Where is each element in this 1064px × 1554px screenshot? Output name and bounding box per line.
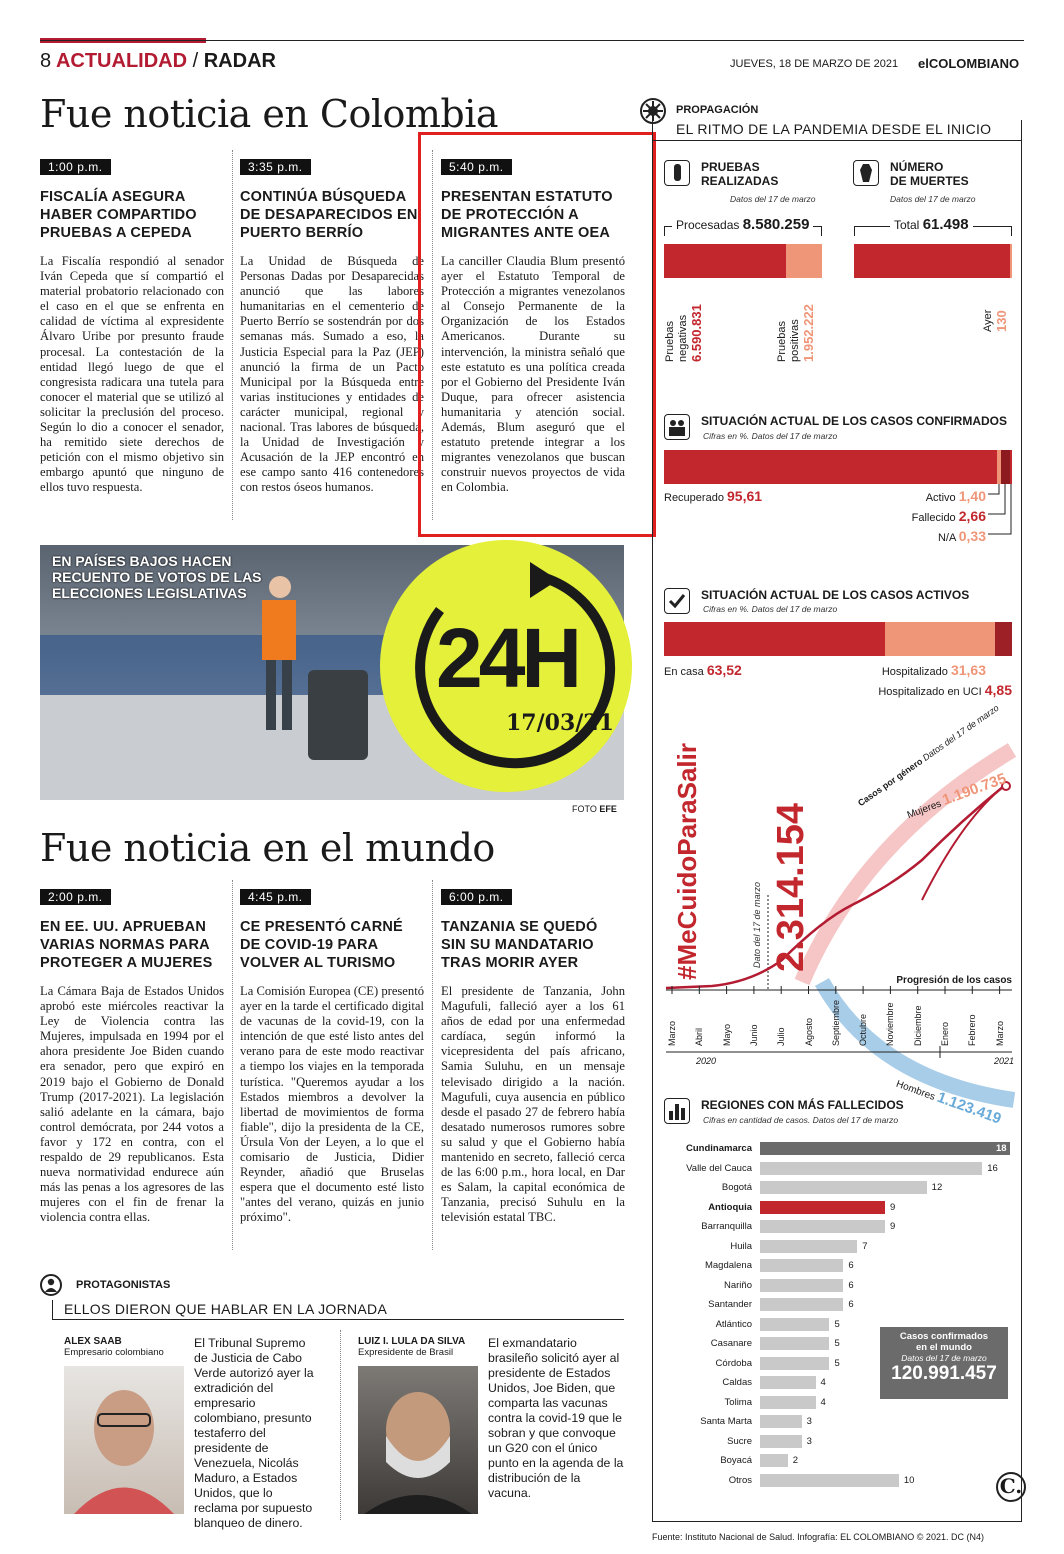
region-label: Caldas bbox=[722, 1377, 752, 1388]
brand-logo: elCOLOMBIANO bbox=[918, 56, 1020, 71]
bar-chart-icon bbox=[664, 1098, 690, 1124]
region-bar bbox=[760, 1435, 802, 1448]
hospitalizado-bar bbox=[885, 622, 995, 656]
muertes-title-2: DE MUERTES bbox=[890, 174, 969, 188]
protagonistas-rule bbox=[52, 1300, 624, 1320]
source-note: Fuente: Instituto Nacional de Salud. Infografía: EL COLOMBIANO © 2021. DC (N4) bbox=[652, 1532, 984, 1542]
hospitalizado-label: Hospitalizado bbox=[881, 666, 948, 678]
region-bar bbox=[760, 1240, 857, 1253]
region-label: Tolima bbox=[724, 1396, 752, 1408]
region-label: Boyacá bbox=[720, 1455, 752, 1466]
en-casa-bar bbox=[664, 622, 885, 656]
total-date: Dato del 17 de marzo bbox=[752, 881, 762, 968]
total-cases-value: 2.314.154 bbox=[770, 802, 812, 972]
uci-legend bbox=[816, 682, 1012, 698]
hashtag: #MeCuidoParaSalir bbox=[672, 743, 702, 980]
story-body: La Comisión Europea (CE) presentó ayer en la tarde el certificado digital de vacunas de la covid-19, con la intención de que esté listo antes del verano para de este modo reactivar a tiempo los viajes en la temporada turística. "Queremos ayudar a los Estados miembros a devolver la libertad de movimientos de forma fiable", dijo la presidenta de la CE, Úrsula Von der Leyen, a lo que el comisario de Justicia, Didier Reynder, añadió que Bruselas espera que el documento esté listo "antes del verano, quizás en junio próximo". bbox=[240, 984, 424, 1225]
region-label: Casanare bbox=[710, 1338, 752, 1349]
story-time: 5:40 p.m. bbox=[441, 159, 512, 175]
people-icon bbox=[664, 414, 690, 440]
region-value: 10 bbox=[903, 1474, 915, 1486]
story-headline: TANZANIA SE QUEDÓ SIN SU MANDATARIO TRAS MORIR AYER bbox=[441, 919, 598, 971]
region-value: 2 bbox=[792, 1455, 799, 1466]
story-time: 6:00 p.m. bbox=[441, 889, 512, 905]
fallecido-legend bbox=[900, 508, 986, 524]
year-2021: 2021 bbox=[994, 1056, 1015, 1066]
world-box-title-1: Casos confirmados bbox=[899, 1331, 989, 1342]
en-casa-legend bbox=[664, 662, 742, 678]
pruebas-title-2: REALIZADAS bbox=[701, 174, 779, 188]
neg-label-block bbox=[664, 292, 734, 370]
processed-value: 8.580.259 bbox=[742, 216, 810, 233]
infographic-rule bbox=[652, 140, 1022, 141]
region-bar bbox=[760, 1474, 899, 1487]
region-value: 6 bbox=[848, 1260, 854, 1271]
column-divider bbox=[232, 880, 233, 1250]
uci-bar bbox=[995, 622, 1012, 656]
muertes-title-1: NÚMERO bbox=[890, 160, 944, 174]
total-label: Total bbox=[894, 218, 920, 232]
world-cases-box bbox=[880, 1327, 1008, 1399]
subsection-name: RADAR bbox=[203, 50, 276, 72]
region-label: Bogotá bbox=[721, 1182, 752, 1193]
pruebas-date: Datos del 17 de marzo bbox=[730, 194, 816, 204]
region-bar bbox=[760, 1162, 982, 1175]
region-value: 4 bbox=[820, 1396, 826, 1408]
fallecido-value: 2,66 bbox=[958, 508, 986, 524]
story-body: La Unidad de Búsqueda de Personas Dadas por Desaparecidas anunció que las labores humanitarias en el cementerio de Puerto Berrío se sostendrán por dos semanas más. Sumado a eso, la Justicia Especial para la Paz (JEP) anunció la firma de un Pacto Municipal por la Búsqueda entre varias instituciones y entidades de carácter municipal, regional y nacional. Tras labores de búsqueda, la Unidad de Investigación y Acusación de la JEP encontró en ese campo santo 416 contenedores con restos óseos humanos. bbox=[240, 254, 424, 495]
region-bar bbox=[760, 1201, 885, 1214]
region-value: 9 bbox=[890, 1221, 896, 1232]
region-value: 18 bbox=[996, 1143, 1007, 1154]
region-bar bbox=[760, 1181, 927, 1194]
column-divider bbox=[340, 1330, 341, 1520]
processed-label: Procesadas bbox=[676, 218, 740, 232]
pruebas-title-1: PRUEBAS bbox=[701, 160, 760, 174]
activos-sub: Cifras en %. Datos del 17 de marzo bbox=[703, 604, 838, 614]
fallecido-bar bbox=[1001, 450, 1010, 484]
confirmados-sub: Cifras en %. Datos del 17 de marzo bbox=[703, 431, 838, 441]
region-label: Santa Marta bbox=[700, 1416, 752, 1427]
photo-credit-source: EFE bbox=[599, 804, 617, 814]
region-value: 12 bbox=[931, 1182, 943, 1193]
ayer-value: 130 bbox=[994, 310, 1009, 332]
ayer-label: Ayer bbox=[982, 309, 994, 332]
region-value: 5 bbox=[834, 1357, 840, 1369]
person-icon bbox=[40, 1274, 62, 1296]
region-bar bbox=[760, 1318, 829, 1331]
region-value: 3 bbox=[806, 1435, 812, 1447]
genero-title: Casos por género bbox=[856, 756, 925, 809]
mujeres-value: 1.190.735 bbox=[940, 770, 1009, 809]
checklist-icon bbox=[664, 588, 690, 614]
24h-date: 17/03/21 bbox=[506, 710, 614, 736]
hospitalizado-legend bbox=[846, 662, 986, 678]
hospitalizado-value: 31,63 bbox=[950, 662, 986, 678]
photo-credit-prefix: FOTO bbox=[572, 804, 597, 814]
pruebas-title bbox=[701, 160, 778, 188]
fallecido-label: Fallecido bbox=[911, 512, 956, 524]
activo-value: 1,40 bbox=[958, 488, 986, 504]
neg-label-1: Pruebas bbox=[664, 321, 676, 362]
region-label: Huila bbox=[730, 1240, 752, 1252]
activos-title: SITUACIÓN ACTUAL DE LOS CASOS ACTIVOS bbox=[701, 588, 970, 602]
na-legend bbox=[900, 528, 986, 544]
region-value: 6 bbox=[848, 1299, 854, 1310]
24h-badge bbox=[380, 540, 632, 792]
region-bar bbox=[760, 1259, 843, 1272]
muertes-title bbox=[890, 160, 969, 188]
region-bar bbox=[760, 1279, 843, 1292]
story-headline: CONTINÚA BÚSQUEDA DE DESAPARECIDOS EN PUERTO BERRÍO bbox=[240, 189, 418, 241]
brand-c-icon: C. bbox=[996, 1472, 1026, 1502]
activo-label: Activo bbox=[925, 492, 956, 504]
protagonist-name: LUIZ I. LULA DA SILVA bbox=[358, 1336, 466, 1347]
region-bar bbox=[760, 1298, 843, 1311]
highlight-box bbox=[418, 132, 656, 537]
pos-value: 1.952.222 bbox=[801, 304, 816, 362]
muertes-total bbox=[890, 216, 973, 233]
story-time: 3:35 p.m. bbox=[240, 159, 311, 175]
region-bar bbox=[760, 1376, 816, 1389]
region-value: 5 bbox=[834, 1338, 840, 1349]
story-body: La Fiscalía respondió al senador Iván Cepeda que sí compartió el material probatorio relacionado con el caso en el que se enfrenta en calidad de víctima al expresidente Álvaro Uribe por presunto fraude procesal. La contestación de la entidad llegó luego de que el congresista radicara una tutela para conocer el material que se utilizó al solicitar la preclusión del proceso. Según lo dio a conocer el senador, ha remitido siete derechos de petición con el mismo objetivo sin embargo apuntó que ninguno de ellos tuvo respuesta. bbox=[40, 254, 224, 495]
protagonist-name: ALEX SAAB bbox=[64, 1336, 122, 1347]
region-value: 3 bbox=[806, 1416, 812, 1427]
hombres-label: Hombres bbox=[894, 1078, 937, 1103]
region-label: Magdalena bbox=[704, 1260, 752, 1271]
region-label: Córdoba bbox=[715, 1357, 752, 1369]
story-headline: EN EE. UU. APRUEBAN VARIAS NORMAS PARA PROTEGER A MUJERES bbox=[40, 919, 213, 971]
muertes-total-bar bbox=[854, 244, 1010, 278]
confirmados-title: SITUACIÓN ACTUAL DE LOS CASOS CONFIRMADOS bbox=[701, 414, 1008, 428]
region-label: Atlántico bbox=[715, 1318, 752, 1330]
story-body: La Cámara Baja de Estados Unidos aprobó este miércoles reactivar la Ley de Violencia contra las Mujeres, impulsada en 1994 por el ahora presidente Joe Biden cuando era senador, pero que expiró en 2019 bajo el Gobierno de Donald Trump (2017-2021). La legislación salió adelante en la cámara, bajo control demócrata, por 244 votos a favor y 172 en contra, con el respaldo de 29 republicanos. Esta nueva normatividad endurece aún más las penas a los agresores de las mujeres con el fin de frenar la violencia contra ellas. bbox=[40, 984, 224, 1225]
region-label: Cundinamarca bbox=[686, 1143, 752, 1154]
en-casa-value: 63,52 bbox=[706, 662, 742, 678]
story-mundo-2 bbox=[240, 888, 424, 1226]
progresion-title: Progresión de los casos bbox=[896, 975, 1012, 986]
region-bar bbox=[760, 1142, 1010, 1155]
uci-value: 4,85 bbox=[984, 682, 1012, 698]
column-divider bbox=[232, 150, 233, 520]
coffin-icon bbox=[853, 160, 879, 186]
genero-date: Datos del 17 de marzo bbox=[920, 702, 1001, 763]
regiones-title: REGIONES CON MÁS FALLECIDOS bbox=[701, 1098, 904, 1112]
muertes-ayer-bar bbox=[1010, 244, 1012, 278]
story-time: 2:00 p.m. bbox=[40, 889, 111, 905]
regiones-sub: Cifras en cantidad de casos. Datos del 17 de marzo bbox=[703, 1115, 899, 1125]
world-box-title-2: en el mundo bbox=[916, 1342, 972, 1353]
region-label: Barranquilla bbox=[701, 1221, 752, 1232]
en-casa-label: En casa bbox=[664, 666, 704, 678]
muertes-date: Datos del 17 de marzo bbox=[890, 194, 976, 204]
story-mundo-3 bbox=[441, 888, 625, 1226]
story-headline: PRESENTAN ESTATUTO DE PROTECCIÓN A MIGRANTES ANTE OEA bbox=[441, 189, 613, 241]
world-box-date: Datos del 17 de marzo bbox=[901, 1353, 987, 1363]
protagonistas-label: PROTAGONISTAS bbox=[76, 1279, 171, 1291]
region-label: Otros bbox=[728, 1474, 752, 1486]
story-headline: CE PRESENTÓ CARNÉ DE COVID-19 PARA VOLVER AL TURISMO bbox=[240, 919, 403, 971]
pos-label-1: Pruebas bbox=[776, 321, 788, 362]
column-divider bbox=[432, 880, 433, 1250]
na-value: 0,33 bbox=[958, 528, 986, 544]
world-box-value: 120.991.457 bbox=[891, 1363, 997, 1384]
protagonist-text-2: El exmandatario brasileño solicitó ayer al presidente de Estados Unidos, Joe Biden, que comparta las vacunas contra la covid-19 que le sobran y que convoque un G20 con el único punto en la agenda de la distribución de la vacuna. bbox=[488, 1336, 624, 1500]
pruebas-negativas-bar bbox=[664, 244, 786, 278]
region-value: 5 bbox=[834, 1318, 840, 1330]
section-name: ACTUALIDAD bbox=[55, 50, 188, 72]
story-colombia-1 bbox=[40, 158, 224, 496]
recuperado-label: Recuperado bbox=[664, 492, 724, 504]
region-value: 6 bbox=[848, 1279, 854, 1291]
story-body: La canciller Claudia Blum presentó ayer el Estatuto Temporal de Protección a migrantes venezolanos al Consejo Permanente de la Organización de los Estados Americanos. Durante su intervención, la ministra señaló que este estatuto es una política creada por el Gobierno del Presidente Iván Duque, para ofrecer asistencia humanitaria y atención social. Además, Blum aseguró que el estatuto pretende integrar a los migrantes venezolanos que buscan construir nuevos proyectos de vida en Colombia. bbox=[441, 254, 625, 495]
region-label: Nariño bbox=[724, 1279, 752, 1291]
protagonist-photo-1 bbox=[64, 1366, 184, 1514]
pos-label-2: positivas bbox=[789, 319, 801, 362]
ayer-label-block bbox=[982, 292, 1016, 332]
recuperado-legend bbox=[664, 488, 762, 504]
pruebas-processed bbox=[672, 216, 813, 233]
na-label: N/A bbox=[937, 532, 956, 544]
protagonist-photo-2 bbox=[358, 1366, 478, 1514]
page-number: 8 bbox=[40, 50, 52, 72]
story-time: 1:00 p.m. bbox=[40, 159, 111, 175]
total-value: 61.498 bbox=[922, 216, 969, 233]
protagonist-text-1: El Tribunal Supremo de Justicia de Cabo Verde autorizó ayer la extradición del empresario colombiano, presunto testaferro del presidente de Venezuela, Nicolás Maduro, a Estados Unidos, que lo reclama por supuesto blanqueo de dinero. bbox=[194, 1336, 314, 1530]
section-title: 8 ACTUALIDAD / RADAR bbox=[40, 50, 276, 72]
pruebas-positivas-bar bbox=[786, 244, 822, 278]
story-mundo-1 bbox=[40, 888, 224, 1226]
test-tube-icon bbox=[664, 160, 690, 186]
story-headline: FISCALÍA ASEGURA HABER COMPARTIDO PRUEBAS A CEPEDA bbox=[40, 189, 197, 241]
region-value: 16 bbox=[987, 1162, 998, 1174]
neg-value: 6.590.831 bbox=[689, 304, 704, 362]
region-bar bbox=[760, 1357, 829, 1370]
protagonist-role: Expresidente de Brasil bbox=[358, 1347, 454, 1358]
year-2020: 2020 bbox=[696, 1056, 717, 1066]
photo-credit bbox=[572, 804, 617, 814]
region-label: Santander bbox=[708, 1299, 752, 1310]
photo-caption: EN PAÍSES BAJOS HACEN RECUENTO DE VOTOS DE LAS ELECCIONES LEGISLATIVAS bbox=[52, 553, 262, 601]
pos-label-block bbox=[776, 292, 846, 370]
neg-label-2: negativas bbox=[677, 314, 689, 362]
region-value: 4 bbox=[820, 1377, 826, 1388]
activo-legend bbox=[900, 488, 986, 504]
colombia-title: Fue noticia en Colombia bbox=[40, 92, 499, 136]
protagonist-role: Empresario colombiano bbox=[64, 1347, 164, 1358]
story-body: El presidente de Tanzania, John Magufuli, falleció ayer a los 61 años de edad por una enfermedad cardíaca, según informó la vicepresidenta del país africano, Samia Suluhu, en un mensaje televisado dirigido a la nación. Magufuli, cuya ausencia en público desde el pasado 27 de febrero había desatado numerosos rumores sobre su salud y que el Gobierno había mantenido en secreto, falleció cerca de las 6:00 p.m., hora local, en Dar es Salam, la capital económica de Tanzania, precisó Suhulu en la televisión estatal TBC. bbox=[441, 984, 625, 1225]
region-bar bbox=[760, 1454, 788, 1467]
region-bar bbox=[760, 1220, 885, 1233]
region-bar bbox=[760, 1337, 829, 1350]
mundo-title: Fue noticia en el mundo bbox=[40, 826, 495, 870]
issue-date: JUEVES, 18 DE MARZO DE 2021 bbox=[730, 58, 899, 70]
confirmados-leader-lines bbox=[986, 482, 1016, 542]
cases-curve bbox=[666, 786, 1004, 988]
hombres-value: 1.123.419 bbox=[934, 1088, 1004, 1128]
protagonist-card-2 bbox=[358, 1336, 488, 1358]
mujeres-label: Mujeres bbox=[905, 798, 943, 822]
region-label: Valle del Cauca bbox=[686, 1162, 752, 1174]
region-value: 9 bbox=[890, 1201, 896, 1213]
region-label: Antioquia bbox=[708, 1201, 752, 1213]
story-colombia-2 bbox=[240, 158, 424, 496]
24h-label: 24H bbox=[436, 611, 579, 705]
protagonistas-subtitle: ELLOS DIERON QUE HABLAR EN LA JORNADA bbox=[64, 1301, 388, 1317]
header-rule bbox=[40, 40, 1024, 41]
uci-label: Hospitalizado en UCI bbox=[878, 686, 982, 698]
region-bar bbox=[760, 1396, 816, 1409]
region-label: Sucre bbox=[727, 1435, 752, 1447]
protagonist-card-1 bbox=[64, 1336, 194, 1358]
infographic-subtitle: EL RITMO DE LA PANDEMIA DESDE EL INICIO bbox=[676, 121, 992, 137]
infographic-label: PROPAGACIÓN bbox=[676, 104, 759, 116]
recuperado-value: 95,61 bbox=[727, 488, 763, 504]
region-bar bbox=[760, 1415, 802, 1428]
region-value: 7 bbox=[862, 1240, 868, 1252]
story-time: 4:45 p.m. bbox=[240, 889, 311, 905]
recuperado-bar bbox=[664, 450, 1012, 484]
